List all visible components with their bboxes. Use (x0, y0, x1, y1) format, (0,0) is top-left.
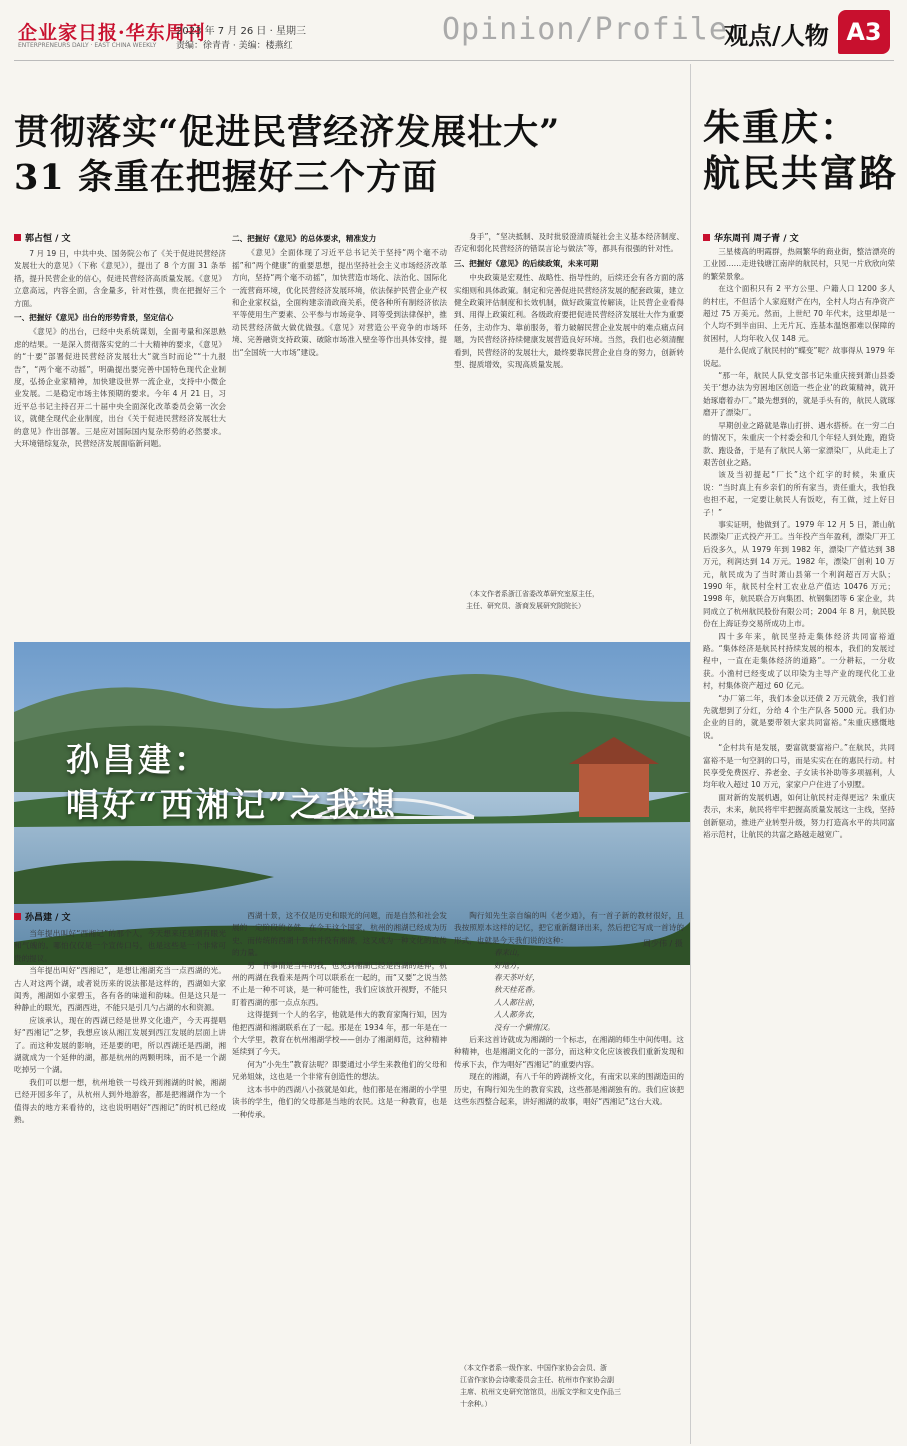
paragraph: 这本书中的西湖八小孩就是如此，他们都是在湘湖的小学里读书的学生，他们的父母都是当地的农民。这是一种教育，也是一种传承。 (232, 1084, 447, 1119)
section-heading: 二、把握好《意见》的总体要求，精准发力 (232, 234, 377, 243)
paragraph: 当年提出叫好“西湘记”，是想让湘湖充当一点西湖的光。古人对这两个湖，或者说历来的说法都是这样的，西湖如大家闺秀，湘湖如小家碧玉，各有各的味道和韵味。但是这只是一种静止的眼光，西湖西进，不能只是引几勺占湖的水和资源。 (14, 966, 226, 1013)
paragraph: “那一年，航民人队党支部书记朱重庆接到萧山县委关于‘想办法为穷困地区创造一些企业’的政策精神，就开始琢磨着办厂。”最先想到的，就是手头有的，航民人就琢磨开了漂染厂。 (703, 371, 895, 418)
masthead-subtitle: ENTERPRENEURS DAILY · EAST CHINA WEEKLY (18, 42, 157, 49)
paragraph: 7 月 19 日，中共中央、国务院公布了《关于促进民营经济发展壮大的意见》（下称《意见》），提出了 8 个方面 31 条举措，提升民营企业的信心，促进民营经济高质量发展。《意见》立意高远，内容全面，含金量多，针对性强，贵在把握好三个方面。 (14, 249, 226, 308)
paragraph: 身手”，“坚决抵制、及时批驳澄清质疑社会主义基本经济制度、否定和弱化民营经济的错误言论与做法”等，都具有很强的针对性。 (454, 232, 684, 254)
feature-headline (66, 737, 398, 827)
feature-column-3 (454, 910, 684, 1350)
paragraph: 事实证明，他做到了。1979 年 12 月 5 日，萧山航民漂染厂正式投产开工。当年投产当年盈利，漂染厂开工后没多久，从 1979 年到 1982 年，漂染厂产值达到 38 万元，利润达到 14 万元。1982 年，漂染厂创利 10 万元，航民成为了当时萧山县第一个利润超百万大队；1990 年，航民村全村工农业总产值达 10476 万元；1998 年，航民联合万向集团、杭钢集团等 6 家企业，共同成立了杭州航民股份有限公司；2004 年 8 月，航民股份在上海证券交易所成功上市。 (703, 519, 895, 629)
paragraph: 陶行知先生亲自编的叫《老少通》，有一首子新的教材很好，且我按照原本这样的记忆，把它重新翻译出来，然后把它写成一首诗的形式，也就是今天我们说的这种： (454, 911, 684, 945)
profile-headline (703, 104, 898, 196)
poem-line: 春来山， (494, 948, 525, 958)
paragraph: 是什么促成了航民村的“蝶变”呢？故事得从 1979 年说起。 (703, 346, 895, 368)
feature-byline: 孙昌建 / 文 (14, 910, 71, 923)
photo-credit: 周少伟 / 摄 (643, 939, 683, 948)
lead-column-3 (454, 231, 684, 576)
paragraph: 西湖十景，这不仅是历史和眼光的问题，而是自然和社会发展的一定阶段的必然。在今天这个国家，杭州的湘湖已经成为历史、而传统的西湖十景中并没有湘湖，这又成为一种文化的宣传的力量。 (232, 911, 447, 958)
header-divider (14, 60, 894, 61)
column-divider (690, 64, 691, 1444)
poem-line: 人人都往前， (494, 997, 540, 1007)
feature-headline-line1: 孙昌建： (66, 740, 210, 779)
feature-column-2 (232, 910, 447, 1440)
paragraph: 早期创业之路就是靠山打拼、遇水搭桥。在一穷二白的情况下，朱重庆一个村委会和几个年轻人到处跑，跑贷款、跑设备，于是有了航民人第一家漂染厂，从此走上了艰苦创业之路。 (703, 420, 895, 467)
paragraph: 何为“小先生”教育法呢？即要通过小学生来教他们的父母和兄弟姐妹，这也是一个非常有创造性的想法。 (232, 1059, 447, 1082)
issue-date: 2023 年 7 月 26 日 · 星期三 (176, 26, 306, 37)
byline-marker-icon (14, 913, 21, 920)
feature-author-note: （本文作者系一级作家、中国作家协会会员、浙 江省作家协会诗歌委员会主任、杭州市作家协会副 主席、杭州文史研究馆馆员，出版文学和文史作品三 十余种。） (460, 1364, 621, 1408)
lead-headline (14, 110, 686, 200)
paragraph: 现在的湘湖，有八千年的跨湖桥文化，有南宋以来的围湖造田的历史，有陶行知先生的教育实践，这些都是湘湖独有的。我们应该把这些东西整合起来，讲好湘湖的故事，唱好“西湘记”这台大戏。 (454, 1072, 684, 1107)
profile-byline: 华东周刊 周子青 / 文 (703, 231, 799, 244)
lead-column-1 (14, 248, 226, 588)
lead-headline-line1: 贯彻落实“促进民营经济发展壮大” (14, 112, 561, 153)
section-name-chinese: 观点/人物 (724, 21, 829, 50)
masthead-logo: 企业家日报·华东周刊 (18, 22, 206, 44)
paragraph: 后来这首诗就成为湘湖的一个标志，在湘湖的师生中间传唱。这种精神，也是湘湖文化的一部分，而这种文化应该被我们重新发现和传承下去，作为唱好“西湘记”的重要内容。 (454, 1035, 684, 1069)
paragraph: “企村共有是发展，要富就要富裕户。”在航民，共同富裕不是一句空洞的口号，而是实实在在的惠民行动。村民享受免费医疗、养老金、子女读书补助等多项福利，人均年收入超过 10 万元，家家户户住进了小别墅。 (703, 743, 895, 790)
poem-line: 春天茶叶好， (494, 973, 540, 983)
paragraph: 中央政策是宏观性、战略性、指导性的，后续还会有各方面的落实细则和具体政策。制定和完善促进民营经济发展的配套政策，建立健全政策评估制度和长效机制，做好政策宣传解读，让民营企业看得到、用得上政策红利。各级政府要把促进民营经济发展壮大作为重要任务，主动作为、靠前服务，着力破解民营企业发展中的难点痛点问题，为民营经济持续健康发展营造良好环境。当然，我们也必须清醒看到，民营经济的发展壮大，最终要靠民营企业自身的努力，创新转型、提质增效，实现高质量发展。 (454, 273, 684, 370)
profile-headline-line1: 朱重庆： (703, 105, 859, 149)
paragraph: 另一件事情是当年的我，也见到湘湖已经是西湖的延伸，杭州的两湖在我看来是两个可以联系在一起的，而“又要”之说当然不止是一种不可谈，是一种可能性，我们应该放开视野，不能只盯着西湖的那一点点东西。 (232, 960, 447, 1007)
paragraph: 这得提到一个人的名字，他就是伟大的教育家陶行知，因为他把西湖和湘湖联系在了一起。那是在 1934 年，那一年是在一个大学里，教育在杭州湘湖学校——创办了湘湖师范，这种精神延续到了今天。 (232, 1010, 447, 1057)
feature-column-1 (14, 928, 226, 1438)
section-heading: 一、把握好《意见》出台的形势背景，坚定信心 (14, 313, 174, 323)
byline-marker-icon (14, 234, 21, 241)
profile-column (703, 246, 895, 1436)
paragraph: 我们可以想一想，杭州地铁一号线开到湘湖的时候，湘湖已经开园多年了，从杭州人到外地游客，都是把湘湖作为一个值得去的地方来看待的，这也说明唱好“西湘记”的时机已经成熟。 (14, 1077, 226, 1125)
byline-marker-icon (703, 234, 710, 241)
paragraph: 四十多年来，航民坚持走集体经济共同富裕道路。“集体经济是航民村持续发展的根本，我们的发展过程中，一直在走集体经济的道路”。一分耕耘，一分收获。小渔村已经变成了以印染为主导产业的现代化工业村，村集体资产超过 60 亿元。 (703, 631, 895, 691)
paragraph: 在这个面积只有 2 平方公里、户籍人口 1200 多人的村庄，不但活个人家庭财产在内，全村人均占有净资产超过 75 万美元。然而，上世纪 70 年代末，这里却是一个人均不到半亩田、上无片瓦、连基本温饱都难以保障的贫困村，人均年收入仅 148 元。 (703, 284, 895, 343)
section-heading: 三、把握好《意见》的后续政策，未来可期 (454, 258, 599, 268)
paragraph: 该及当初提起“厂长”这个红字的时候，朱重庆说：“当时真上有乡亲们的所有家当，责任重大，我怕我也担不起，一定要让航民人有饭吃，有工做，过上好日子！” (703, 470, 895, 517)
feature-headline-line2: 唱好“西湘记”之我想 (66, 785, 398, 824)
poem-line: 没有一个懒惰汉。 (494, 1022, 555, 1032)
paragraph: 《意见》全面体现了习近平总书记关于坚持“两个毫不动摇”和“两个健康”的重要思想，提出坚持社会主义市场经济改革方向，坚持“两个毫不动摇”，加快营造市场化、法治化、国际化一流营商环境，优化民营经济发展环境，依法保护民营企业产权和企业家权益，全面构建亲清政商关系，使各种所有制经济依法平等使用生产要素、公平参与市场竞争、同等受到法律保护，推动民营经济做大做优做强。《意见》对营造公平竞争的市场环境、完善融资支持政策、破除市场准入壁垒等作出具体安排，提出“全国统一大市场”建设。 (232, 248, 447, 357)
poem-line: 秋天桂花香。 (494, 985, 540, 995)
poem-line: 好地方， (494, 960, 525, 970)
paragraph: 应该承认，现在的西湖已经是世界文化遗产，今天再提唱好“西湘记”之梦，我想应该从湘江发展到西江发展的层面上讲了。而这种发展的影响，还是要的吧，所以西湖还是西湖，湘湖就成为一个延伸的湖，都是杭州的两颗明珠，而不是一个湖吃掉另一个湖。 (14, 1015, 226, 1075)
lead-author-note: （本文作者系浙江省委改革研究室原主任， 主任、研究员、浙商发展研究院院长） (466, 590, 599, 610)
paragraph: 《意见》的出台，已经中央系统谋划，全面考量和深思熟虑的结果。一是深入贯彻落实党的二十大精神的要求，《意见》的“十要”部署促进民营经济发展壮大“就当时而论”“十九报告”，“两个毫不动摇”，明确提出要完善中国特色现代企业制度，弘扬企业家精神，加快建设世界一流企业，支持中小微企业发展。二是稳定市场主体预期的要求。今年 4 月 21 日，习近平总书记主持召开二十届中央全面深化改革委员会第一次会议，就健全现代企业制度，出台《关于促进民营经济发展壮大的意见》作出部署。三是应对国际国内复杂形势的必然要求。大环境错综复杂，民营经济发展面临新问题。 (14, 327, 226, 449)
paragraph: 当年提出叫好“西湘记”的那个人，今天想来还是颇有眼光和气魄的。哪怕仅仅是一个宣传口号，也是这些是一个非常可贵的提议。 (14, 929, 226, 963)
lead-byline: 郭占恒 / 文 (14, 231, 71, 244)
paragraph: 面对新的发展机遇，如何让航民村走得更远？朱重庆表示，未来，航民将牢牢把握高质量发展这一主线，坚持创新驱动，推进产业转型升级，努力打造高水平的共同富裕示范村，让航民的共富之路越走越宽广。 (703, 792, 895, 840)
lead-column-2 (232, 231, 447, 616)
paragraph: 三星楼高的明霞群，热闹繁华的商业街，整洁漂亮的工业园……走进钱塘江南岸的航民村，只见一片欣欣向荣的繁荣景象。 (703, 247, 895, 281)
paragraph: “办厂第二年，我们本金以还债 2 万元就余，我们首先就想到了分红，分给 4 个生产队各 5000 元。我们办企业的目的，就是要带领大家共同富裕。”朱重庆感慨地说。 (703, 693, 895, 740)
lead-headline-line2: 31 条重在把握好三个方面 (14, 157, 438, 198)
section-name-english: Opinion/Profile (442, 12, 728, 47)
profile-headline-line2: 航民共富路 (703, 151, 898, 195)
poem-line: 人人都务农， (494, 1010, 540, 1020)
editor-credits: 责编：徐青青 · 美编：楼燕红 (176, 41, 293, 51)
page-number-badge: A3 (838, 10, 890, 54)
